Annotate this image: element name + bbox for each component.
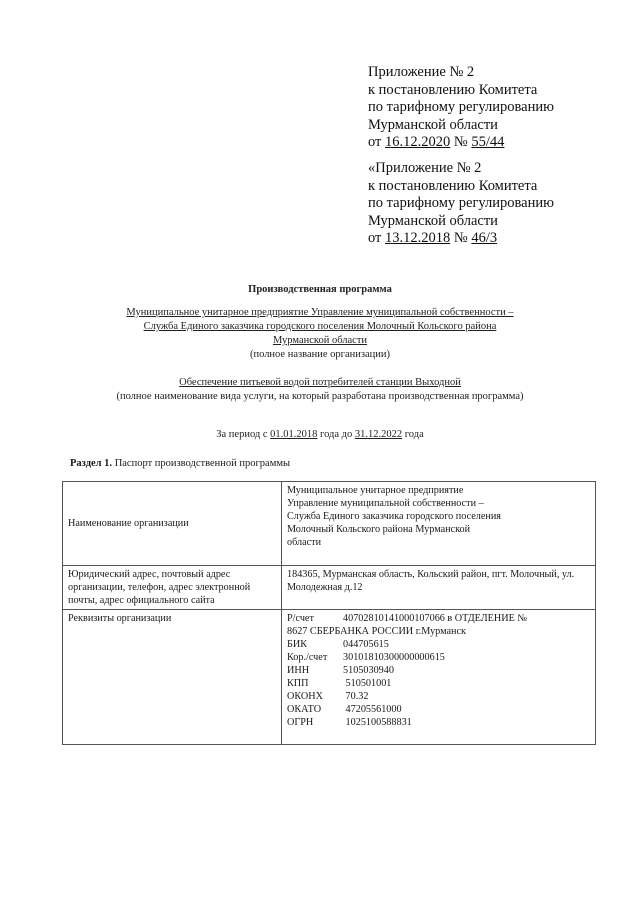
- row-value: 184365, Мурманская область, Кольский район, пгт. Молочный, ул. Молодежная д.12: [282, 566, 596, 610]
- annex-line: по тарифному регулированию: [368, 195, 554, 212]
- row-value: Муниципальное унитарное предприятие Управление муниципальной собственности – Служба Единого заказчика городского поселения Молочный Кольского района Мурманской области: [282, 482, 596, 566]
- period-line: За период с 01.01.2018 года до 31.12.2022 года: [216, 429, 424, 440]
- section-title: Паспорт производственной программы: [112, 458, 291, 469]
- annex-number: 46/3: [471, 230, 498, 247]
- organization-block: [0, 306, 640, 362]
- annex-date-line: от 13.12.2018 № 46/3: [368, 230, 498, 247]
- organization-name-line: Муниципальное унитарное предприятие Управление муниципальной собственности –: [126, 307, 514, 318]
- period-start: 01.01.2018: [270, 429, 318, 440]
- passport-table: [62, 481, 596, 745]
- section-heading: [70, 458, 290, 469]
- organization-caption: (полное название организации): [249, 349, 391, 360]
- period-end: 31.12.2022: [354, 429, 403, 440]
- section-number: Раздел 1.: [70, 458, 113, 469]
- annex-date: 16.12.2020: [385, 134, 451, 151]
- annex-date: 13.12.2018: [385, 230, 451, 247]
- service-block: [0, 376, 640, 404]
- row-label: Реквизиты организации: [63, 610, 282, 745]
- annex-current-header: [368, 64, 554, 152]
- annex-title: «Приложение № 2: [368, 160, 482, 176]
- annex-line: Мурманской области: [368, 212, 498, 229]
- annex-line: к постановлению Комитета: [368, 177, 538, 194]
- service-caption: (полное наименование вида услуги, на который разработана производственная программа): [116, 391, 524, 402]
- row-label: Юридический адрес, почтовый адрес организации, телефон, адрес электронной почты, адрес официального сайта: [63, 566, 282, 610]
- annex-previous-header: [368, 160, 554, 248]
- annex-title: Приложение № 2: [368, 64, 475, 80]
- table-row: [63, 482, 596, 566]
- service-name: Обеспечение питьевой водой потребителей станции Выходной: [179, 377, 461, 388]
- annex-line: к постановлению Комитета: [368, 81, 538, 98]
- organization-name-line: Мурманской области: [272, 335, 368, 346]
- annex-number: 55/44: [471, 134, 505, 151]
- annex-line: Мурманской области: [368, 116, 498, 133]
- requisites: Р/счет 40702810141000107066 в ОТДЕЛЕНИЕ № 8627 СБЕРБАНКА РОССИИ г.Мурманск БИК 044705615 Кор./счет 30101810300000000615 ИНН 5105030940 КПП 510501001 ОКОНХ 70.32 ОКАТО 47205561000 ОГРН 1025100588831: [282, 610, 596, 745]
- document-title: Производственная программа: [248, 284, 392, 295]
- annex-line: по тарифному регулированию: [368, 99, 554, 116]
- table-row: [63, 566, 596, 610]
- annex-date-line: от 16.12.2020 № 55/44: [368, 134, 505, 151]
- organization-name-line: Служба Единого заказчика городского поселения Молочный Кольского района: [143, 321, 497, 332]
- row-label: Наименование организации: [63, 482, 282, 566]
- table-row: [63, 610, 596, 745]
